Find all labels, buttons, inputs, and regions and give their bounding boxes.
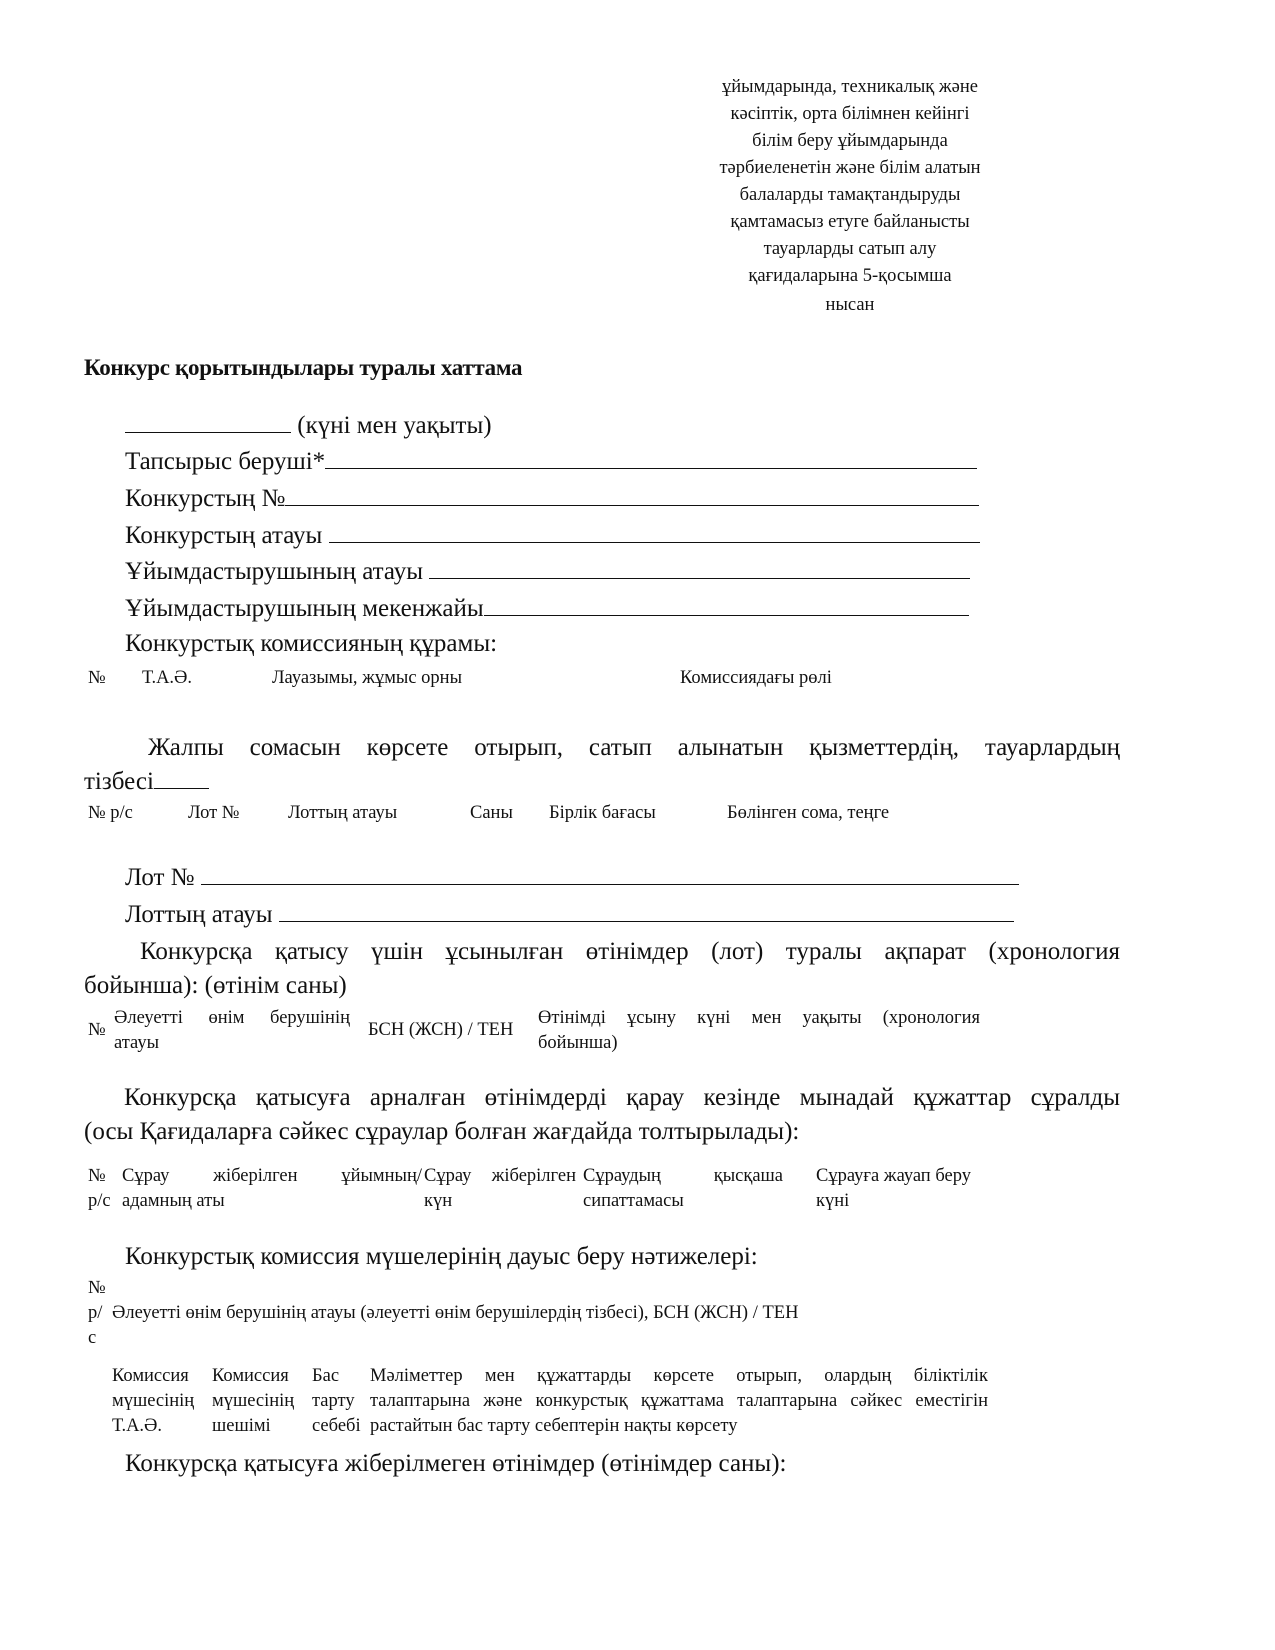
lot-no-label: Лот № xyxy=(125,864,195,891)
appendix-line: тәрбиеленетін және білім алатын xyxy=(719,158,981,178)
lot-no-field xyxy=(125,862,1019,892)
rejection-col-member-name xyxy=(112,1364,208,1439)
requests-col-no-line2: р/с xyxy=(88,1191,111,1211)
services-list-line2 xyxy=(84,766,209,796)
lot-name-blank[interactable] xyxy=(279,899,1014,922)
commission-col-name: Т.А.Ә. xyxy=(142,668,193,688)
rejection-col-reason-line3: себебі xyxy=(312,1416,361,1436)
contest-no-field xyxy=(125,483,979,513)
date-label: (күні мен уақыты) xyxy=(297,412,492,439)
appendix-line: ұйымдарында, техникалық және xyxy=(722,77,978,97)
contest-no-label: Конкурстың № xyxy=(125,485,286,512)
customer-field xyxy=(125,446,977,476)
appendix-line: балаларды тамақтандыруды xyxy=(739,185,961,205)
lots-col-unit-price: Бірлік бағасы xyxy=(549,803,656,823)
applications-info-line1: Конкурсқа қатысу үшін ұсынылған өтінімдер (лот) туралы ақпарат (хронология xyxy=(140,938,1120,965)
requests-col-response-date-line2: күні xyxy=(816,1191,850,1211)
contest-name-label: Конкурстың атауы xyxy=(125,522,323,549)
voting-col-no-line1: № xyxy=(88,1278,106,1298)
commission-col-position: Лауазымы, жұмыс орны xyxy=(272,668,462,688)
lot-name-field xyxy=(125,899,1014,929)
applications-col-date-line2: бойынша) xyxy=(538,1033,618,1053)
rejection-col-reason-line1: Бас xyxy=(312,1366,340,1386)
rejection-col-reason-line2: тарту xyxy=(312,1391,355,1411)
appendix-line: нысан xyxy=(825,295,875,315)
rejection-col-reason xyxy=(312,1364,370,1439)
organizer-address-label: Ұйымдастырушының мекенжайы xyxy=(125,595,484,622)
contest-no-blank[interactable] xyxy=(285,483,979,506)
rejection-col-member-decision-line3: шешімі xyxy=(212,1416,271,1436)
lots-col-allocated: Бөлінген сома, теңге xyxy=(727,803,890,823)
applications-col-supplier-line2: атауы xyxy=(114,1033,159,1053)
applications-col-bin: БСН (ЖСН) / ТЕН xyxy=(368,1020,514,1040)
requests-col-sent-date xyxy=(424,1164,576,1214)
rejection-col-member-decision-line2: мүшесінің xyxy=(212,1391,295,1411)
rejection-col-member-decision-line1: Комиссия xyxy=(212,1366,289,1386)
lots-col-quantity: Саны xyxy=(470,803,513,823)
lots-col-no: № р/с xyxy=(88,803,133,823)
voting-col-no xyxy=(88,1276,112,1351)
customer-label: Тапсырыс беруші* xyxy=(125,448,326,475)
organizer-address-field xyxy=(125,593,969,623)
documents-requested-line1: Конкурсқа қатысуға арналған өтінімдерді қарау кезінде мынадай құжаттар сұралды xyxy=(124,1084,1120,1111)
applications-col-no: № xyxy=(88,1020,106,1040)
requests-col-description-line1: Сұраудың қысқаша xyxy=(583,1166,783,1186)
lot-name-label: Лоттың атауы xyxy=(125,901,273,928)
customer-blank[interactable] xyxy=(325,446,977,469)
date-field xyxy=(125,410,492,440)
requests-col-no xyxy=(88,1164,118,1214)
applications-col-date xyxy=(538,1006,980,1056)
organizer-name-field xyxy=(125,556,970,586)
requests-col-recipient-line1: Сұрау жіберілген ұйымның/ xyxy=(122,1166,422,1186)
requests-col-sent-date-line1: Сұрау жіберілген xyxy=(424,1166,576,1186)
applications-col-supplier-line1: Әлеуетті өнім берушінің xyxy=(114,1008,350,1028)
requests-col-recipient-line2: адамның аты xyxy=(122,1191,225,1211)
applications-col-supplier xyxy=(114,1006,350,1056)
lots-col-lot-no: Лот № xyxy=(188,803,240,823)
requests-col-response-date xyxy=(816,1164,1016,1214)
not-admitted-heading: Конкурсқа қатысуға жіберілмеген өтінімдер (өтінімдер саны): xyxy=(125,1450,787,1477)
requests-col-description xyxy=(583,1164,783,1214)
lots-col-lot-name: Лоттың атауы xyxy=(288,803,398,823)
rejection-col-member-decision xyxy=(212,1364,308,1439)
commission-col-role: Комиссиядағы рөлі xyxy=(680,668,832,688)
commission-heading: Конкурстық комиссияның құрамы: xyxy=(125,630,498,657)
appendix-line: білім беру ұйымдарында xyxy=(752,131,948,151)
services-list-label: тізбесі xyxy=(84,768,154,795)
voting-heading: Конкурстық комиссия мүшелерінің дауыс беру нәтижелері: xyxy=(125,1243,758,1270)
rejection-col-details-line2: талаптарына және конкурстық құжаттама талаптарына сәйкес еместігін xyxy=(370,1391,988,1411)
organizer-name-blank[interactable] xyxy=(429,556,970,579)
organizer-address-blank[interactable] xyxy=(484,593,969,616)
rejection-col-details xyxy=(370,1364,988,1439)
rejection-col-member-name-line2: мүшесінің xyxy=(112,1391,195,1411)
date-blank[interactable] xyxy=(125,410,291,433)
requests-col-sent-date-line2: күн xyxy=(424,1191,453,1211)
documents-requested-line2: (осы Қағидаларға сәйкес сұраулар болған жағдайда толтырылады): xyxy=(84,1118,800,1145)
rejection-col-details-line1: Мәліметтер мен құжаттарды көрсете отырып, олардың біліктілік xyxy=(370,1366,988,1386)
applications-info-line2: бойынша): (өтінім саны) xyxy=(84,972,347,999)
requests-col-recipient xyxy=(122,1164,422,1214)
requests-col-no-line1: № xyxy=(88,1166,106,1186)
organizer-name-label: Ұйымдастырушының атауы xyxy=(125,558,424,585)
form-appendix-note xyxy=(700,74,1000,319)
voting-col-supplier: Әлеуетті өнім берушінің атауы (әлеуетті өнім берушілердің тізбесі), БСН (ЖСН) / ТЕН xyxy=(112,1303,799,1323)
lot-no-blank[interactable] xyxy=(201,862,1019,885)
rejection-col-member-name-line3: Т.А.Ә. xyxy=(112,1416,163,1436)
document-title: Конкурс қорытындылары туралы хаттама xyxy=(84,355,523,380)
appendix-line: қамтамасыз етуге байланысты xyxy=(730,212,970,232)
contest-name-blank[interactable] xyxy=(329,520,980,543)
appendix-line: қағидаларына 5-қосымша xyxy=(748,266,952,286)
contest-name-field xyxy=(125,520,980,550)
services-list-blank[interactable] xyxy=(154,766,209,789)
rejection-col-member-name-line1: Комиссия xyxy=(112,1366,189,1386)
rejection-col-details-line3: растайтын бас тарту себептерін нақты көрсету xyxy=(370,1416,738,1436)
commission-col-no: № xyxy=(88,668,106,688)
voting-col-no-line2: р/ xyxy=(88,1303,103,1323)
voting-col-no-line3: с xyxy=(88,1328,97,1348)
applications-col-date-line1: Өтінімді ұсыну күні мен уақыты (хронология xyxy=(538,1008,980,1028)
services-list-line1: Жалпы сомасын көрсете отырып, сатып алынатын қызметтердің, тауарлардың xyxy=(148,734,1120,761)
appendix-line: тауарларды сатып алу xyxy=(763,239,937,259)
requests-col-response-date-line1: Сұрауға жауап беру xyxy=(816,1166,971,1186)
appendix-line: кәсіптік, орта білімнен кейінгі xyxy=(730,104,970,124)
requests-col-description-line2: сипаттамасы xyxy=(583,1191,684,1211)
